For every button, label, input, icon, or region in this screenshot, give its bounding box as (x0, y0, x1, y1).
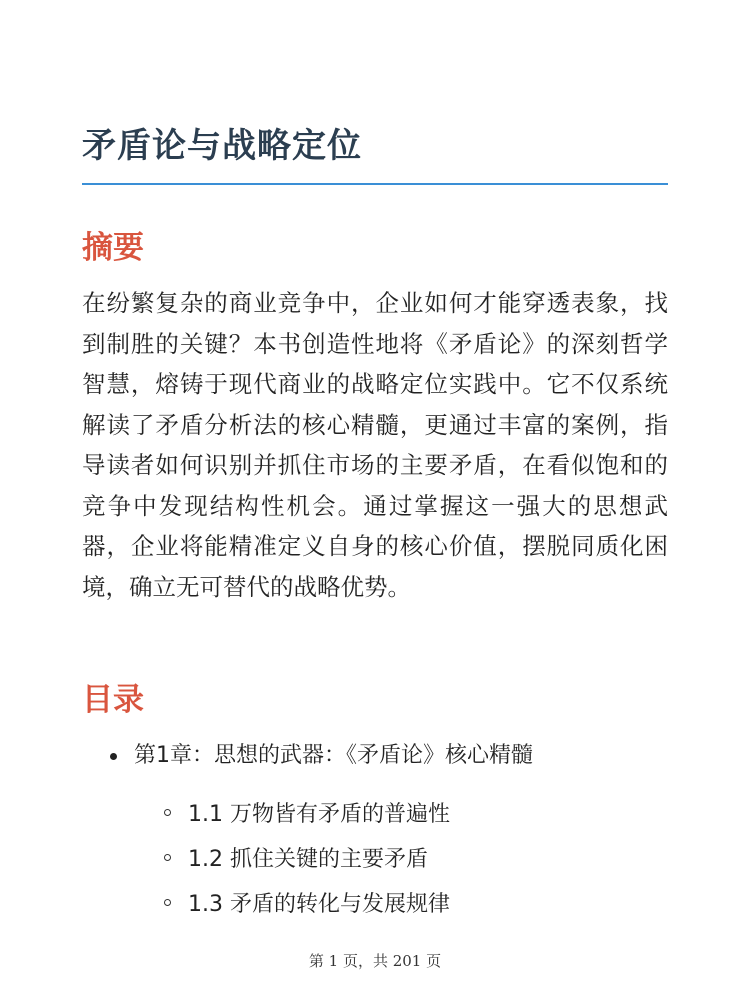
toc-heading: 目录 (82, 682, 144, 718)
bullet-circle-icon (164, 899, 171, 906)
abstract-heading: 摘要 (82, 230, 144, 266)
toc-section-item[interactable] (134, 792, 668, 837)
bullet-dot-icon (110, 753, 117, 760)
page-number-footer: 第 1 页，共 201 页 (308, 952, 442, 970)
toc-section-label[interactable]: 1.3 矛盾的转化与发展规律 (188, 892, 450, 917)
title-divider (82, 183, 668, 185)
toc-chapter-label[interactable]: 第1章：思想的武器：《矛盾论》核心精髓 (134, 743, 533, 768)
table-of-contents (82, 738, 668, 927)
bullet-circle-icon (164, 809, 171, 816)
bullet-circle-icon (164, 854, 171, 861)
toc-chapter-item[interactable] (82, 738, 668, 927)
toc-section-label[interactable]: 1.1 万物皆有矛盾的普遍性 (188, 802, 450, 827)
toc-section-label[interactable]: 1.2 抓住关键的主要矛盾 (188, 847, 428, 872)
toc-section-item[interactable] (134, 882, 668, 927)
document-title: 矛盾论与战略定位 (82, 126, 362, 166)
toc-section-item[interactable] (134, 837, 668, 882)
abstract-paragraph: 在纷繁复杂的商业竞争中，企业如何才能穿透表象，找到制胜的关键？本书创造性地将《矛盾论》的深刻哲学智慧，熔铸于现代商业的战略定位实践中。它不仅系统解读了矛盾分析法的核心精髓，更通过丰富的案例，指导读者如何识别并抓住市场的主要矛盾，在看似饱和的竞争中发现结构性机会。通过掌握这一强大的思想武器，企业将能精准定义自身的核心价值，摆脱同质化困境，确立无可替代的战略优势。 (82, 289, 668, 601)
toc-section-list (134, 792, 668, 927)
